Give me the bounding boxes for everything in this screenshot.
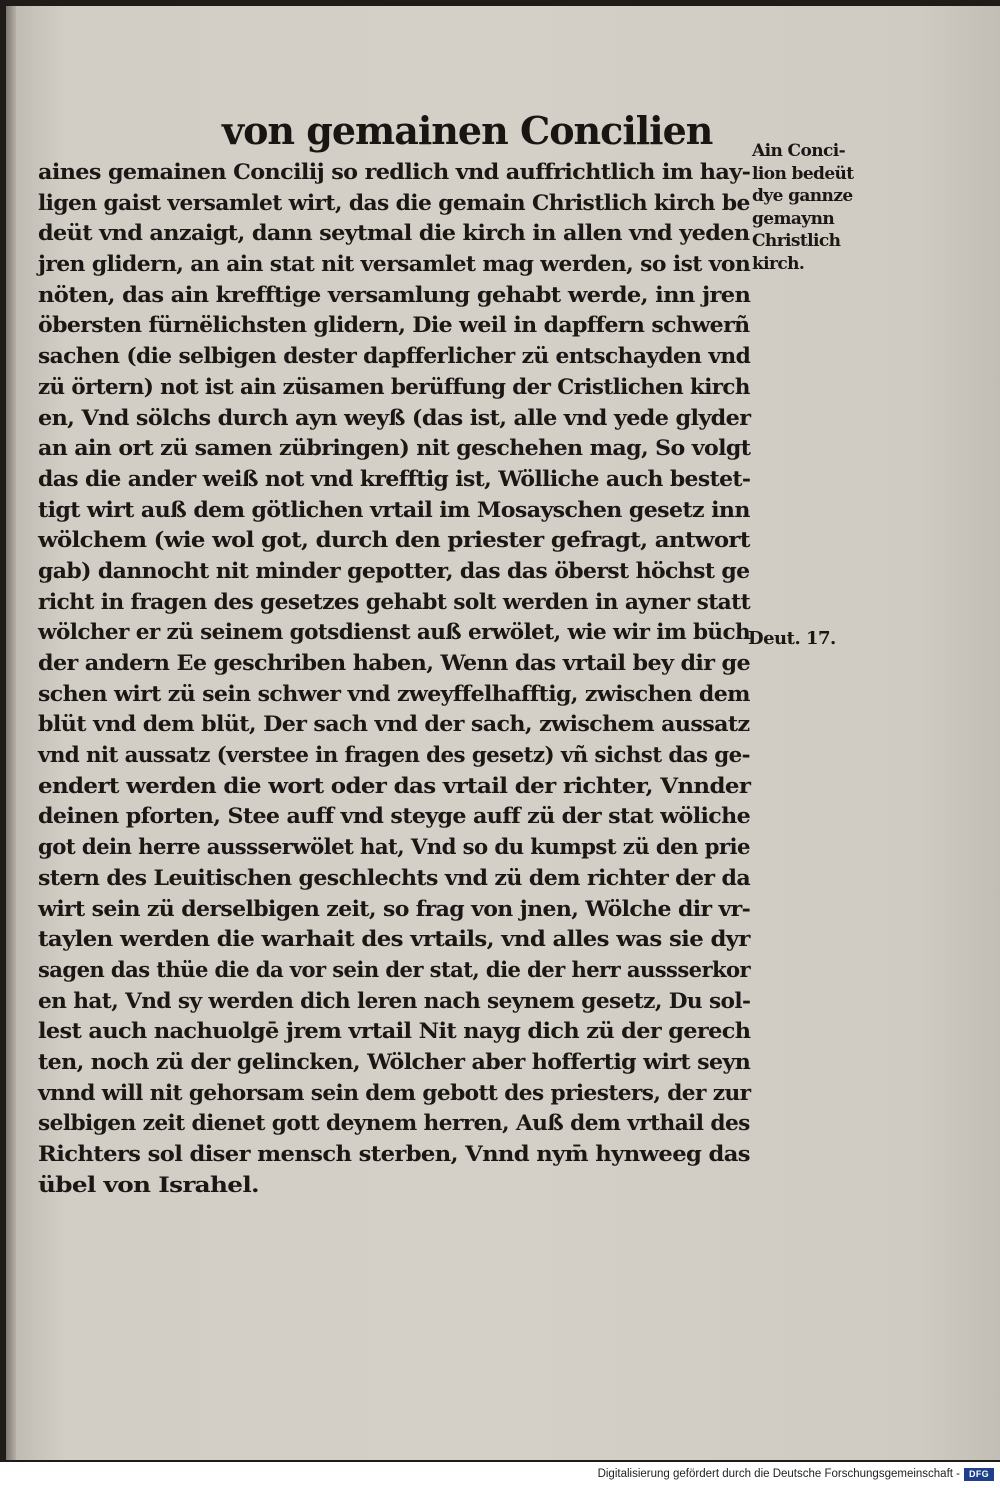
text-line: deinen pforten, Stee auff vnd steyge auff zü der stat wöliche — [38, 804, 751, 830]
marginal-note — [752, 140, 882, 275]
text-line: richt in fragen des gesetzes gehabt solt werden in ayner statt — [38, 589, 751, 615]
text-line: deüt vnd anzaigt, dann seytmal die kirch in allen vnd yeden — [38, 221, 750, 247]
text-line: ligen gaist versamlet wirt, das die gemain Christlich kirch be — [38, 190, 750, 216]
marginal-line: Ain Conci- — [752, 141, 846, 161]
text-line: tigt wirt auß dem götlichen vrtail im Mosayschen gesetz inn — [38, 497, 750, 523]
text-line: wölcher er zü seinem gotsdienst auß erwölet, wie wir im büch — [38, 620, 751, 646]
text-line: sagen das thüe die da vor sein der stat, die der herr aussserkor — [38, 957, 751, 983]
running-head: von gemainen Concilien — [222, 108, 713, 153]
body-text-block — [38, 158, 754, 1201]
text-line: blüt vnd dem blüt, Der sach vnd der sach, zwischem aussatz — [38, 712, 750, 738]
text-line: öbersten fürnëlichsten glidern, Die weil in dapffern schwerñ — [38, 313, 750, 339]
text-line: selbigen zeit dienet gott deynem herren, Auß dem vrthail des — [38, 1111, 750, 1137]
text-line: en hat, Vnd sy werden dich leren nach seynem gesetz, Du sol- — [38, 988, 751, 1014]
text-line: taylen werden die warhait des vrtails, vnd alles was sie dyr — [38, 927, 750, 953]
text-line: jren glidern, an ain stat nit versamlet mag werden, so ist von — [38, 252, 751, 278]
footer-credit: Digitalisierung gefördert durch die Deutsche Forschungsgemeinschaft - — [597, 1468, 960, 1480]
text-line: ten, noch zü der gelincken, Wölcher aber hoffertig wirt seyn — [38, 1049, 751, 1075]
marginal-reference: Deut. 17. — [748, 628, 836, 649]
marginal-line: Christlich — [752, 231, 841, 251]
text-line: gab) dannocht nit minder gepotter, das das öberst höchst ge — [38, 558, 750, 584]
text-line: nöten, das ain krefftige versamlung gehabt werde, inn jren — [38, 282, 751, 308]
text-line: der andern Ee geschriben haben, Wenn das vrtail bey dir ge — [38, 651, 751, 676]
footer-bar — [0, 1462, 1000, 1488]
text-line: wirt sein zü derselbigen zeit, so frag von jnen, Wölche dir vr- — [38, 896, 751, 922]
text-line: lest auch nachuolgē jrem vrtail Nit nayg dich zü der gerech — [38, 1019, 751, 1045]
text-line: das die ander weiß not vnd krefftig ist, Wölliche auch bestet- — [38, 466, 751, 492]
text-line: zü örtern) not ist ain züsamen berüffung der Cristlichen kirch — [38, 374, 750, 400]
text-line: schen wirt zü sein schwer vnd zweyffelhafftig, zwischen dem — [38, 681, 750, 707]
text-line: Richters sol diser mensch sterben, Vnnd nym̄ hynweeg das — [38, 1142, 750, 1167]
text-line: vnnd will nit gehorsam sein dem gebott des priesters, der zur — [38, 1080, 751, 1106]
text-line: wölchem (wie wol got, durch den priester gefragt, antwort — [38, 528, 750, 554]
dfg-logo: DFG — [964, 1468, 994, 1481]
marginal-line: lion bedeüt — [752, 163, 854, 184]
text-line: en, Vnd sölchs durch ayn weyß (das ist, alle vnd yede glyder — [38, 405, 751, 431]
marginal-line: gemaynn — [752, 208, 835, 229]
text-line: übel von Israhel. — [38, 1172, 259, 1198]
text-line: endert werden die wort oder das vrtail der richter, Vnnder — [38, 773, 751, 799]
text-line: vnd nit aussatz (verstee in fragen des gesetz) vñ sichst das ge- — [38, 743, 750, 769]
text-line: aines gemainen Concilij so redlich vnd auffrichtlich im hay- — [38, 160, 751, 185]
page-binding-edge — [6, 6, 16, 1460]
marginal-line: dye gannze — [752, 186, 853, 206]
text-line: stern des Leuitischen geschlechts vnd zü dem richter der da — [38, 865, 751, 891]
marginal-line: kirch. — [752, 253, 805, 274]
text-line: sachen (die selbigen dester dapfferlicher zü entschayden vnd — [38, 344, 751, 370]
text-line: got dein herre aussserwölet hat, Vnd so du kumpst zü den prie — [38, 835, 750, 861]
text-line: an ain ort zü samen zübringen) nit geschehen mag, So volgt — [38, 436, 751, 462]
